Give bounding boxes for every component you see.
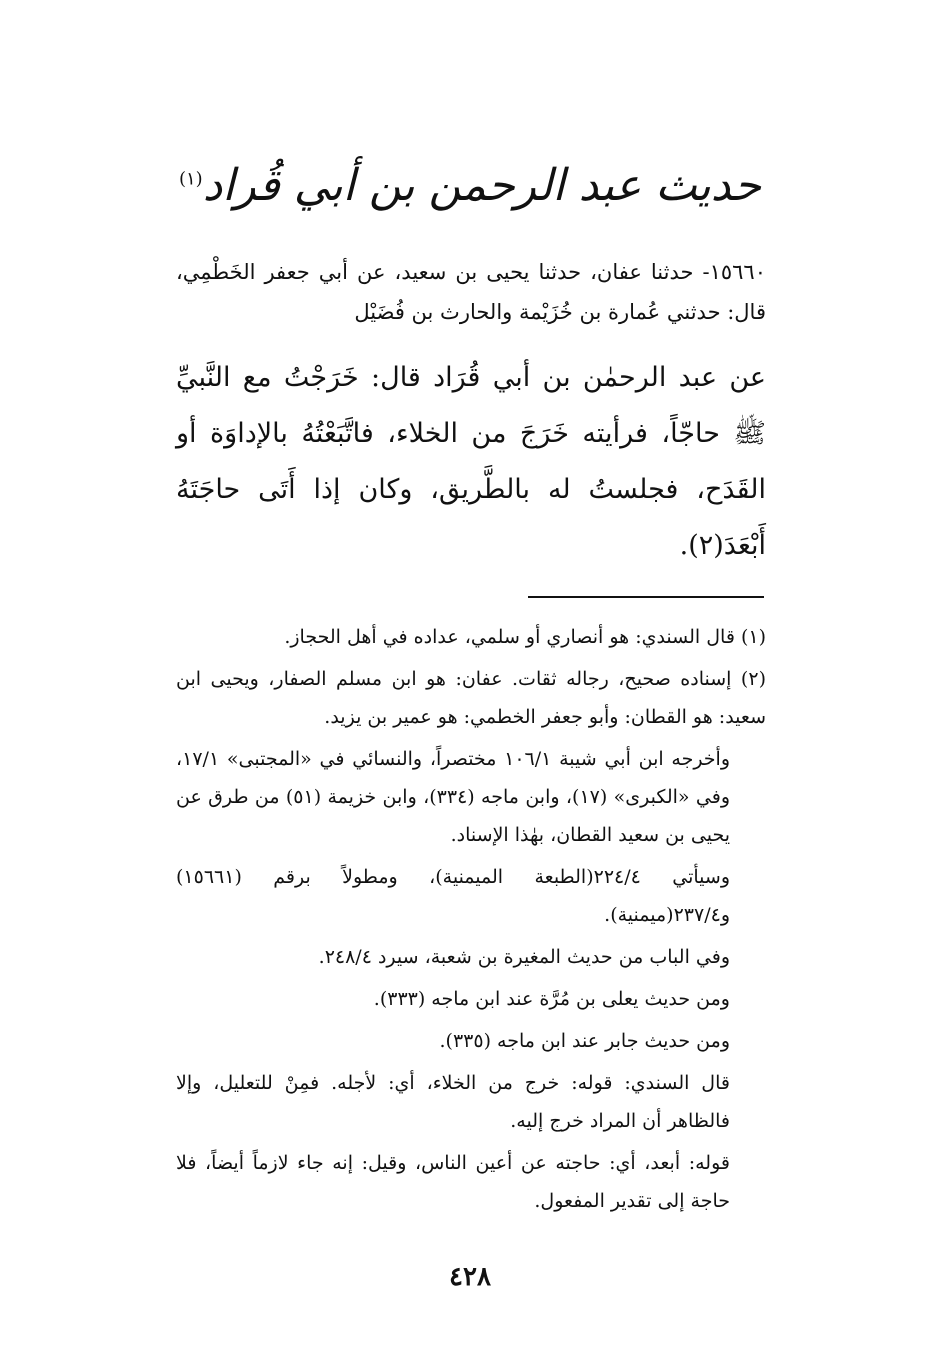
- title-footnote-marker: (١): [178, 168, 203, 190]
- hadith-matn: عن عبد الرحمٰن بن أبي قُرَاد قال: خَرَجْتُ مع النَّبيِّ ﷺ حاجّاً، فرأيته خَرَجَ من الخلاء، فاتَّبَعْتُهُ بالإداوَة أو القَدَح، فجلستُ له بالطَّريق، وكان إذا أَتَى حاجَتَهُ أَبْعَدَ(٢).: [176, 362, 766, 561]
- footnote-1: (١) قال السندي: هو أنصاري أو سلمي، عداده في أهل الحجاز.: [284, 626, 766, 648]
- footnote-2-cross-reference: وسيأتي ٢٢٤/٤(الطبعة الميمنية)، ومطولاً برقم (١٥٦٦١) و٢٣٧/٤(ميمنية).: [176, 866, 730, 926]
- hadith-isnad: ١٥٦٦٠- حدثنا عفان، حدثنا يحيى بن سعيد، عن أبي جعفر الخَطْمِي، قال: حدثني عُمارة بن خُزَيْمة والحارث بن فُضَيْل: [176, 260, 766, 324]
- footnote-2-bab-jabir: ومن حديث جابر عند ابن ماجه (٣٣٥).: [439, 1030, 730, 1052]
- footnote-2-sindi-comment: قال السندي: قوله: خرج من الخلاء، أي: لأجله. فمِنْ للتعليل، وإلا فالظاهر أن المراد خرج إليه.: [176, 1072, 730, 1132]
- footnote-2: (٢) إسناده صحيح، رجاله ثقات. عفان: هو ابن مسلم الصفار، ويحيى ابن سعيد: هو القطان: وأبو جعفر الخطمي: هو عمير بن يزيد.: [176, 668, 766, 728]
- footnote-separator: [528, 596, 764, 598]
- hadith-chapter-title: [150, 160, 790, 211]
- footnote-2-bab-yala: ومن حديث يعلى بن مُرَّة عند ابن ماجه (٣٣٣).: [373, 988, 730, 1010]
- footnote-2-bab-mughira: وفي الباب من حديث المغيرة بن شعبة، سيرد ٢٤٨/٤.: [318, 946, 730, 968]
- page-number: ٤٢٨: [449, 1262, 491, 1292]
- title-text: حديث عبد الرحمن بن أبي قُراد: [202, 160, 762, 211]
- footnotes: [176, 618, 766, 1224]
- footnote-2-takhrij: وأخرجه ابن أبي شيبة ١٠٦/١ مختصراً، والنسائي في «المجتبى» ١٧/١، وفي «الكبرى» (١٧)، وابن ماجه (٣٣٤)، وابن خزيمة (٥١) من طرق عن يحيى بن سعيد القطان، بهٰذا الإسناد.: [176, 748, 730, 846]
- footnote-2-abada-comment: قوله: أبعد، أي: حاجته عن أعين الناس، وقيل: إنه جاء لازماً أيضاً، فلا حاجة إلى تقدير المفعول.: [176, 1152, 730, 1212]
